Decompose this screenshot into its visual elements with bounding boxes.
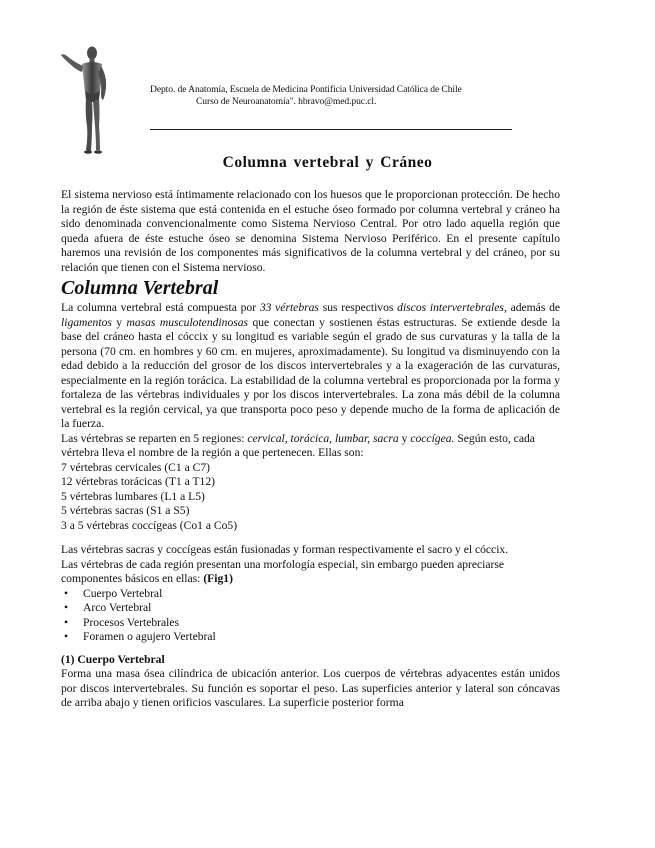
text-run: y [398,431,411,445]
text-run: , además de [503,301,561,314]
institution-header [150,84,510,108]
paragraph-fusion: Las vértebras sacras y coccígeas están fusionadas y forman respectivamente el sacro y el cóccix. [61,543,509,556]
term-muscle-masses: masas musculotendinosas [126,315,249,329]
document-title: Columna vertebral y Cráneo [222,154,433,171]
text-run: La columna vertebral está compuesta por [61,301,260,314]
subsection-heading: (1) Cuerpo Vertebral [61,652,165,666]
paragraph-composition [61,301,560,432]
list-item: 12 vértebras torácicas (T1 a T12) [61,475,215,488]
term-coccygeal: coccígea. [410,431,455,445]
list-item: 5 vértebras sacras (S1 a S5) [61,504,190,517]
text-run: sus respectivos [318,301,398,314]
header-line-department: Depto. de Anatomía, Escuela de Medicina Pontificia Universidad Católica de Chile [150,84,462,95]
text-run: Las vértebras se reparten en 5 regiones: [61,431,248,445]
header-divider [150,129,512,130]
header-line-course: Curso de Neuroanatomía". hbravo@med.puc.cl. [196,96,377,107]
term-vertebrae: 33 vértebras [259,301,319,314]
term-regions: cervical, torácica, lumbar, sacra [247,431,399,445]
spacer [61,533,560,543]
text-run: Según esto, cada vértebra lleva el nombre de la región a que pertenecen. Ellas son: [61,431,535,459]
document-body [61,188,560,711]
text-run: y [111,315,127,329]
list-item: • Arco Vertebral [61,601,560,616]
list-item: • Cuerpo Vertebral [61,587,560,602]
section-heading: Columna Vertebral [61,277,219,299]
list-item: 5 vértebras lumbares (L1 a L5) [61,489,205,503]
vertebra-region-list [61,461,560,534]
anatomical-figure-logo [58,44,120,156]
intro-paragraph: El sistema nervioso está íntimamente relacionado con los huesos que le proporcionan protección. De hecho la región de éste sistema que está contenida en el estuche óseo formado por columna vertebral y cráneo ha sido denominada convencionalmente como Sistema Nervioso Central. Por otro lado aquella región que queda afuera de éste estuche óseo se denomina Sistema Nervioso Periférico. En el presente capítulo haremos una revisión de los componentes más significativos de la columna vertebral y del cráneo, por su relación que tienen con el Sistema nervioso. [61,188,560,274]
text-run: Las vértebras de cada región presentan una morfología especial, sin embargo pueden apreciarse componentes básicos en ellas: [61,557,505,585]
text-run: que conectan y sostienen éstas estructuras. Se extiende desde la base del cráneo hasta el cóccix y su longitud es variable según el grado de sus curvaturas y la talla de la persona (70 cm. en hombres y 60 cm. en mujeres, aproximadamente). Su longitud va disminuyendo con la edad debido a la reducción del grosor de los discos intervertebrales y a la exageración de las curvaturas, especialmente en la región torácica. La estabilidad de la columna vertebral es proporcionada por la forma y fortaleza de las vértebras individuales y por los discos intervertebrales. La zona más débil de la columna vertebral es la región cervical, ya que transporta poco peso y depende mucho de la forma de aplicación de la fuerza. [61,315,560,430]
term-discs: discos intervertebrales [397,301,504,314]
list-item: 7 vértebras cervicales (C1 a C7) [61,460,211,474]
paragraph-vertebral-body: Forma una masa ósea cilíndrica de ubicación anterior. Los cuerpos de vértebras adyacentes están unidos por discos intervertebrales. Su función es soportar el peso. Las superficies anterior y lateral son cóncavas de arriba abajo y tienen orificios vasculares. La superficie posterior forma [61,667,560,709]
list-item: • Foramen o agujero Vertebral [61,630,560,645]
component-bullet-list [61,587,560,645]
term-ligaments: ligamentos [61,315,112,329]
paragraph-components [61,558,560,587]
paragraph-regions [61,432,560,461]
figure-reference: (Fig1) [203,572,233,585]
list-item: • Procesos Vertebrales [61,616,560,631]
list-item: 3 a 5 vértebras coccígeas (Co1 a Co5) [61,518,238,532]
